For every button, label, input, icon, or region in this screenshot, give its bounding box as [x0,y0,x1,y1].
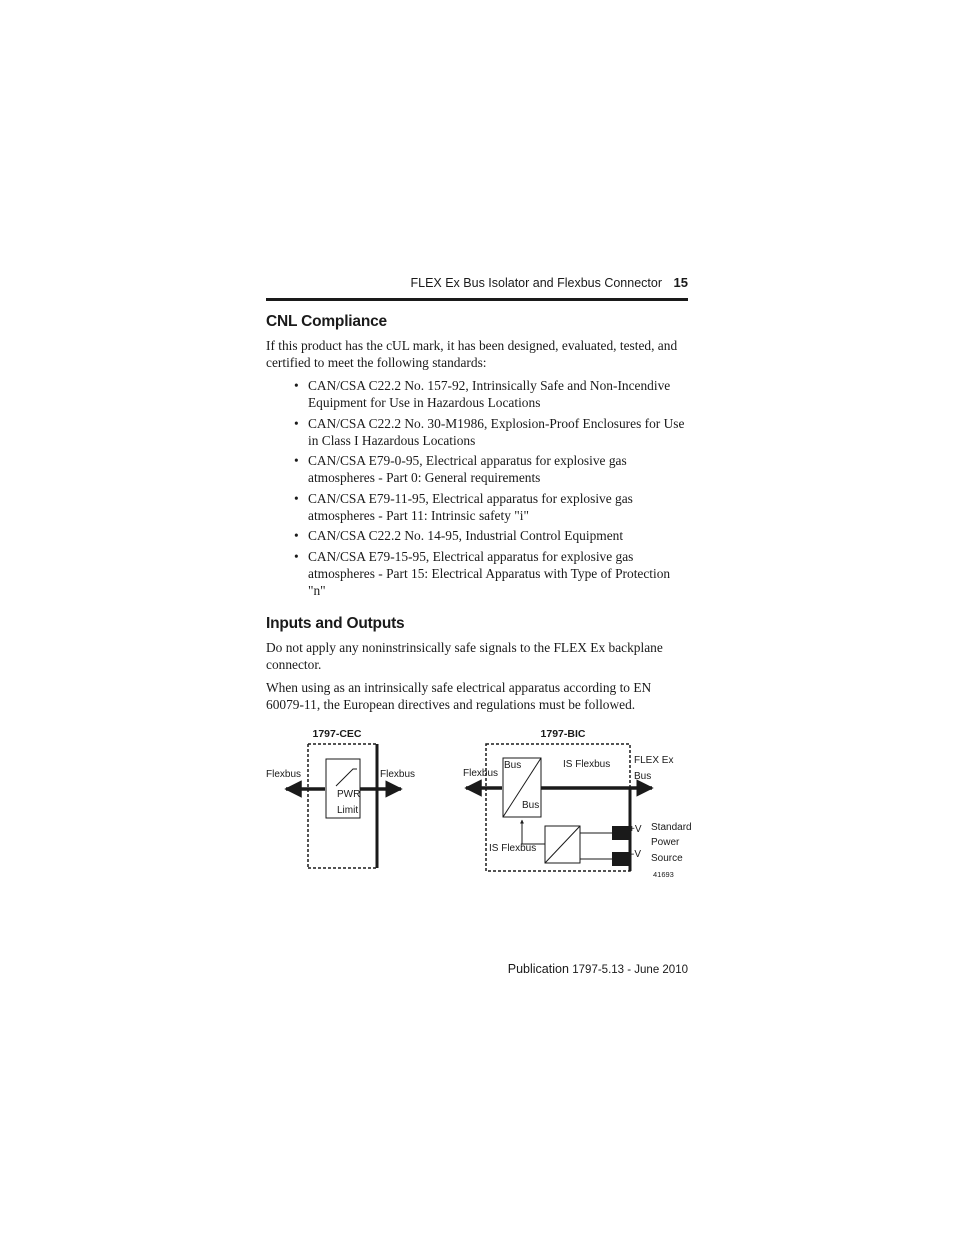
bus-top-label: Bus [504,760,522,771]
io-paragraph-2: When using as an intrinsically safe electrical apparatus according to EN 60079-11, the European directives and regulations must be followed. [266,680,652,712]
pwr-label: PWR [337,789,361,800]
isolator-wiring-diagram [260,722,700,884]
list-item: • CAN/CSA C22.2 No. 30-M1986, Explosion-Proof Enclosures for Use in Class I Hazardous Locations [294,415,685,448]
header-rule [266,298,688,301]
list-item-text: CAN/CSA E79-11-95, Electrical apparatus for explosive gas atmospheres - Part 11: Intrinsic safety "i" [308,490,633,523]
is-flexbus-top-label: IS Flexbus [563,759,611,770]
list-item-text: CAN/CSA C22.2 No. 14-95, Industrial Control Equipment [308,528,624,543]
list-item-text: CAN/CSA E79-0-95, Electrical apparatus for explosive gas atmospheres - Part 0: General requirements [308,453,627,485]
publication-footer [508,962,688,976]
power-source-label-2: Power [651,837,680,848]
minus-v-label: -V [631,849,641,860]
list-item: • CAN/CSA E79-15-95, Electrical apparatus for explosive gas atmospheres - Part 15: Electrical Apparatus with Type of Protection "n" [294,548,671,598]
flex-ex-bus-label-1: FLEX Ex [634,755,674,766]
power-source-label-3: Source [651,853,683,864]
list-item: • CAN/CSA E79-0-95, Electrical apparatus for explosive gas atmospheres - Part 0: General requirements [294,453,627,485]
power-source-label-1: Standard [651,822,692,833]
figure-id: 41693 [653,870,674,879]
list-item: • CAN/CSA E79-11-95, Electrical apparatus for explosive gas atmospheres - Part 11: Intrinsic safety "i" [294,490,633,523]
minus-v-terminal [612,852,630,866]
list-item-text: CAN/CSA E79-15-95, Electrical apparatus for explosive gas atmospheres - Part 15: Electrical Apparatus with Type of Protection "n" [308,548,671,598]
list-item: • CAN/CSA C22.2 No. 157-92, Intrinsically Safe and Non-Incendive Equipment for Use in Hazardous Locations [294,378,671,410]
plus-v-terminal [612,826,630,840]
bic-left-label: Flexbus [463,768,499,779]
flex-ex-bus-label-2: Bus [634,771,652,782]
list-item-text: CAN/CSA C22.2 No. 30-M1986, Explosion-Proof Enclosures for Use in Class I Hazardous Locations [308,415,685,448]
cnl-intro: If this product has the cUL mark, it has been designed, evaluated, tested, and certified to meet the following standards: [266,338,678,370]
io-heading: Inputs and Outputs [266,615,405,632]
running-header [266,274,688,296]
is-flexbus-bottom-label: IS Flexbus [489,843,537,854]
list-item: • CAN/CSA C22.2 No. 14-95, Industrial Control Equipment [294,528,624,543]
plus-v-label: +V [629,824,642,835]
cnl-heading: CNL Compliance [266,313,387,330]
standards-list [266,377,691,602]
cec-title: 1797-CEC [312,728,362,740]
publication-number: 1797-5.13 - June 2010 [572,964,688,976]
bus-bottom-label: Bus [522,800,540,811]
list-item-text: CAN/CSA C22.2 No. 157-92, Intrinsically Safe and Non-Incendive Equipment for Use in Hazardous Locations [308,378,671,410]
header-title: FLEX Ex Bus Isolator and Flexbus Connector [410,276,662,290]
publication-label: Publication [507,962,569,976]
power-feed-arrow [522,820,545,844]
cec-left-label: Flexbus [266,769,302,780]
cec-right-label: Flexbus [380,769,416,780]
bic-title: 1797-BIC [540,728,586,740]
limit-label: Limit [337,805,359,816]
page-number: 15 [673,275,688,290]
io-paragraph-1: Do not apply any noninstrinsically safe signals to the FLEX Ex backplane connector. [266,640,663,672]
